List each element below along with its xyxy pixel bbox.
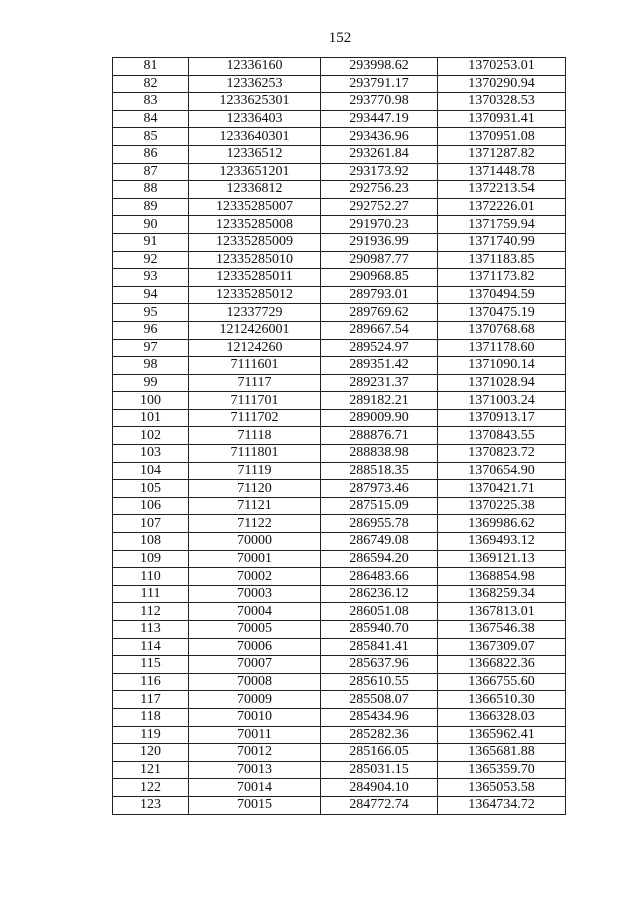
x-coordinate-cell: 292756.23: [321, 181, 438, 199]
y-coordinate-cell: 1371740.99: [438, 233, 566, 251]
table-row: [113, 761, 566, 779]
point-id-cell: 71120: [189, 480, 321, 498]
table-row: [113, 374, 566, 392]
coordinates-table: [112, 57, 566, 815]
table-row: [113, 145, 566, 163]
row-index-cell: 100: [113, 392, 189, 410]
y-coordinate-cell: 1372226.01: [438, 198, 566, 216]
table-row: [113, 796, 566, 814]
x-coordinate-cell: 288876.71: [321, 427, 438, 445]
x-coordinate-cell: 293436.96: [321, 128, 438, 146]
table-row: [113, 656, 566, 674]
row-index-cell: 81: [113, 58, 189, 76]
point-id-cell: 71118: [189, 427, 321, 445]
point-id-cell: 70013: [189, 761, 321, 779]
row-index-cell: 109: [113, 550, 189, 568]
point-id-cell: 1212426001: [189, 321, 321, 339]
x-coordinate-cell: 286955.78: [321, 515, 438, 533]
row-index-cell: 103: [113, 445, 189, 463]
row-index-cell: 102: [113, 427, 189, 445]
row-index-cell: 111: [113, 585, 189, 603]
point-id-cell: 1233651201: [189, 163, 321, 181]
point-id-cell: 12335285011: [189, 269, 321, 287]
table-row: [113, 638, 566, 656]
row-index-cell: 110: [113, 568, 189, 586]
point-id-cell: 70010: [189, 708, 321, 726]
row-index-cell: 117: [113, 691, 189, 709]
y-coordinate-cell: 1370475.19: [438, 304, 566, 322]
table-row: [113, 286, 566, 304]
table-row: [113, 480, 566, 498]
point-id-cell: 12335285008: [189, 216, 321, 234]
point-id-cell: 71122: [189, 515, 321, 533]
y-coordinate-cell: 1366755.60: [438, 673, 566, 691]
table-row: [113, 321, 566, 339]
y-coordinate-cell: 1370951.08: [438, 128, 566, 146]
table-row: [113, 462, 566, 480]
point-id-cell: 12124260: [189, 339, 321, 357]
table-row: [113, 75, 566, 93]
point-id-cell: 7111702: [189, 409, 321, 427]
point-id-cell: 12335285009: [189, 233, 321, 251]
table-row: [113, 585, 566, 603]
table-row: [113, 427, 566, 445]
row-index-cell: 118: [113, 708, 189, 726]
table-row: [113, 621, 566, 639]
y-coordinate-cell: 1365962.41: [438, 726, 566, 744]
page-number: 152: [328, 30, 352, 46]
row-index-cell: 116: [113, 673, 189, 691]
y-coordinate-cell: 1370843.55: [438, 427, 566, 445]
point-id-cell: 12336512: [189, 145, 321, 163]
point-id-cell: 70002: [189, 568, 321, 586]
x-coordinate-cell: 285940.70: [321, 621, 438, 639]
y-coordinate-cell: 1372213.54: [438, 181, 566, 199]
y-coordinate-cell: 1370225.38: [438, 497, 566, 515]
x-coordinate-cell: 293998.62: [321, 58, 438, 76]
point-id-cell: 70005: [189, 621, 321, 639]
row-index-cell: 119: [113, 726, 189, 744]
point-id-cell: 70012: [189, 744, 321, 762]
x-coordinate-cell: 285841.41: [321, 638, 438, 656]
x-coordinate-cell: 284772.74: [321, 796, 438, 814]
point-id-cell: 12336253: [189, 75, 321, 93]
point-id-cell: 7111801: [189, 445, 321, 463]
x-coordinate-cell: 286749.08: [321, 533, 438, 551]
row-index-cell: 94: [113, 286, 189, 304]
table-row: [113, 357, 566, 375]
x-coordinate-cell: 284904.10: [321, 779, 438, 797]
y-coordinate-cell: 1371287.82: [438, 145, 566, 163]
y-coordinate-cell: 1370253.01: [438, 58, 566, 76]
table-row: [113, 533, 566, 551]
row-index-cell: 87: [113, 163, 189, 181]
point-id-cell: 70011: [189, 726, 321, 744]
y-coordinate-cell: 1366328.03: [438, 708, 566, 726]
y-coordinate-cell: 1371448.78: [438, 163, 566, 181]
y-coordinate-cell: 1367309.07: [438, 638, 566, 656]
row-index-cell: 90: [113, 216, 189, 234]
point-id-cell: 12335285012: [189, 286, 321, 304]
row-index-cell: 86: [113, 145, 189, 163]
x-coordinate-cell: 287973.46: [321, 480, 438, 498]
y-coordinate-cell: 1364734.72: [438, 796, 566, 814]
point-id-cell: 70009: [189, 691, 321, 709]
row-index-cell: 99: [113, 374, 189, 392]
row-index-cell: 89: [113, 198, 189, 216]
table-row: [113, 691, 566, 709]
y-coordinate-cell: 1365053.58: [438, 779, 566, 797]
y-coordinate-cell: 1366822.36: [438, 656, 566, 674]
x-coordinate-cell: 293447.19: [321, 110, 438, 128]
table-row: [113, 603, 566, 621]
y-coordinate-cell: 1370654.90: [438, 462, 566, 480]
x-coordinate-cell: 293261.84: [321, 145, 438, 163]
x-coordinate-cell: 285637.96: [321, 656, 438, 674]
point-id-cell: 12336403: [189, 110, 321, 128]
y-coordinate-cell: 1370768.68: [438, 321, 566, 339]
y-coordinate-cell: 1370931.41: [438, 110, 566, 128]
table-row: [113, 515, 566, 533]
row-index-cell: 121: [113, 761, 189, 779]
table-row: [113, 198, 566, 216]
row-index-cell: 91: [113, 233, 189, 251]
point-id-cell: 70006: [189, 638, 321, 656]
x-coordinate-cell: 292752.27: [321, 198, 438, 216]
x-coordinate-cell: 289351.42: [321, 357, 438, 375]
x-coordinate-cell: 285166.05: [321, 744, 438, 762]
x-coordinate-cell: 288518.35: [321, 462, 438, 480]
table-body: [113, 58, 566, 815]
row-index-cell: 107: [113, 515, 189, 533]
y-coordinate-cell: 1371090.14: [438, 357, 566, 375]
table-row: [113, 216, 566, 234]
row-index-cell: 114: [113, 638, 189, 656]
table-row: [113, 163, 566, 181]
y-coordinate-cell: 1365359.70: [438, 761, 566, 779]
table-row: [113, 58, 566, 76]
point-id-cell: 70004: [189, 603, 321, 621]
row-index-cell: 95: [113, 304, 189, 322]
row-index-cell: 92: [113, 251, 189, 269]
point-id-cell: 71117: [189, 374, 321, 392]
row-index-cell: 84: [113, 110, 189, 128]
table-row: [113, 497, 566, 515]
x-coordinate-cell: 293173.92: [321, 163, 438, 181]
x-coordinate-cell: 289009.90: [321, 409, 438, 427]
row-index-cell: 93: [113, 269, 189, 287]
point-id-cell: 1233625301: [189, 93, 321, 111]
table-row: [113, 339, 566, 357]
row-index-cell: 96: [113, 321, 189, 339]
x-coordinate-cell: 291936.99: [321, 233, 438, 251]
point-id-cell: 12335285010: [189, 251, 321, 269]
row-index-cell: 98: [113, 357, 189, 375]
point-id-cell: 70007: [189, 656, 321, 674]
point-id-cell: 70001: [189, 550, 321, 568]
point-id-cell: 12336812: [189, 181, 321, 199]
point-id-cell: 71119: [189, 462, 321, 480]
table-row: [113, 779, 566, 797]
x-coordinate-cell: 290968.85: [321, 269, 438, 287]
y-coordinate-cell: 1368259.34: [438, 585, 566, 603]
y-coordinate-cell: 1371003.24: [438, 392, 566, 410]
x-coordinate-cell: 289524.97: [321, 339, 438, 357]
x-coordinate-cell: 289182.21: [321, 392, 438, 410]
y-coordinate-cell: 1371183.85: [438, 251, 566, 269]
row-index-cell: 112: [113, 603, 189, 621]
point-id-cell: 70015: [189, 796, 321, 814]
x-coordinate-cell: 293770.98: [321, 93, 438, 111]
x-coordinate-cell: 289769.62: [321, 304, 438, 322]
x-coordinate-cell: 286236.12: [321, 585, 438, 603]
y-coordinate-cell: 1371178.60: [438, 339, 566, 357]
row-index-cell: 85: [113, 128, 189, 146]
x-coordinate-cell: 291970.23: [321, 216, 438, 234]
y-coordinate-cell: 1370290.94: [438, 75, 566, 93]
table-row: [113, 304, 566, 322]
y-coordinate-cell: 1370421.71: [438, 480, 566, 498]
x-coordinate-cell: 285434.96: [321, 708, 438, 726]
table-row: [113, 128, 566, 146]
row-index-cell: 120: [113, 744, 189, 762]
row-index-cell: 101: [113, 409, 189, 427]
table-row: [113, 269, 566, 287]
y-coordinate-cell: 1366510.30: [438, 691, 566, 709]
y-coordinate-cell: 1371759.94: [438, 216, 566, 234]
x-coordinate-cell: 285508.07: [321, 691, 438, 709]
table-row: [113, 93, 566, 111]
y-coordinate-cell: 1367546.38: [438, 621, 566, 639]
point-id-cell: 12336160: [189, 58, 321, 76]
table-row: [113, 568, 566, 586]
point-id-cell: 70003: [189, 585, 321, 603]
x-coordinate-cell: 289231.37: [321, 374, 438, 392]
row-index-cell: 97: [113, 339, 189, 357]
table-row: [113, 726, 566, 744]
row-index-cell: 104: [113, 462, 189, 480]
y-coordinate-cell: 1371028.94: [438, 374, 566, 392]
y-coordinate-cell: 1370913.17: [438, 409, 566, 427]
y-coordinate-cell: 1365681.88: [438, 744, 566, 762]
table-row: [113, 673, 566, 691]
table-row: [113, 110, 566, 128]
table-row: [113, 251, 566, 269]
x-coordinate-cell: 286051.08: [321, 603, 438, 621]
row-index-cell: 105: [113, 480, 189, 498]
table-row: [113, 392, 566, 410]
x-coordinate-cell: 289667.54: [321, 321, 438, 339]
y-coordinate-cell: 1371173.82: [438, 269, 566, 287]
row-index-cell: 88: [113, 181, 189, 199]
point-id-cell: 71121: [189, 497, 321, 515]
y-coordinate-cell: 1369493.12: [438, 533, 566, 551]
x-coordinate-cell: 290987.77: [321, 251, 438, 269]
x-coordinate-cell: 289793.01: [321, 286, 438, 304]
row-index-cell: 108: [113, 533, 189, 551]
table-row: [113, 181, 566, 199]
point-id-cell: 12337729: [189, 304, 321, 322]
x-coordinate-cell: 285282.36: [321, 726, 438, 744]
x-coordinate-cell: 288838.98: [321, 445, 438, 463]
row-index-cell: 82: [113, 75, 189, 93]
x-coordinate-cell: 293791.17: [321, 75, 438, 93]
point-id-cell: 70008: [189, 673, 321, 691]
x-coordinate-cell: 286483.66: [321, 568, 438, 586]
row-index-cell: 106: [113, 497, 189, 515]
point-id-cell: 70000: [189, 533, 321, 551]
table-row: [113, 708, 566, 726]
table-row: [113, 233, 566, 251]
table-row: [113, 445, 566, 463]
x-coordinate-cell: 285031.15: [321, 761, 438, 779]
row-index-cell: 113: [113, 621, 189, 639]
point-id-cell: 7111601: [189, 357, 321, 375]
x-coordinate-cell: 286594.20: [321, 550, 438, 568]
x-coordinate-cell: 285610.55: [321, 673, 438, 691]
table-row: [113, 744, 566, 762]
y-coordinate-cell: 1370823.72: [438, 445, 566, 463]
y-coordinate-cell: 1369986.62: [438, 515, 566, 533]
point-id-cell: 1233640301: [189, 128, 321, 146]
row-index-cell: 83: [113, 93, 189, 111]
y-coordinate-cell: 1367813.01: [438, 603, 566, 621]
table-row: [113, 409, 566, 427]
row-index-cell: 123: [113, 796, 189, 814]
x-coordinate-cell: 287515.09: [321, 497, 438, 515]
y-coordinate-cell: 1370328.53: [438, 93, 566, 111]
point-id-cell: 7111701: [189, 392, 321, 410]
row-index-cell: 122: [113, 779, 189, 797]
row-index-cell: 115: [113, 656, 189, 674]
table-row: [113, 550, 566, 568]
point-id-cell: 12335285007: [189, 198, 321, 216]
y-coordinate-cell: 1368854.98: [438, 568, 566, 586]
point-id-cell: 70014: [189, 779, 321, 797]
y-coordinate-cell: 1369121.13: [438, 550, 566, 568]
y-coordinate-cell: 1370494.59: [438, 286, 566, 304]
